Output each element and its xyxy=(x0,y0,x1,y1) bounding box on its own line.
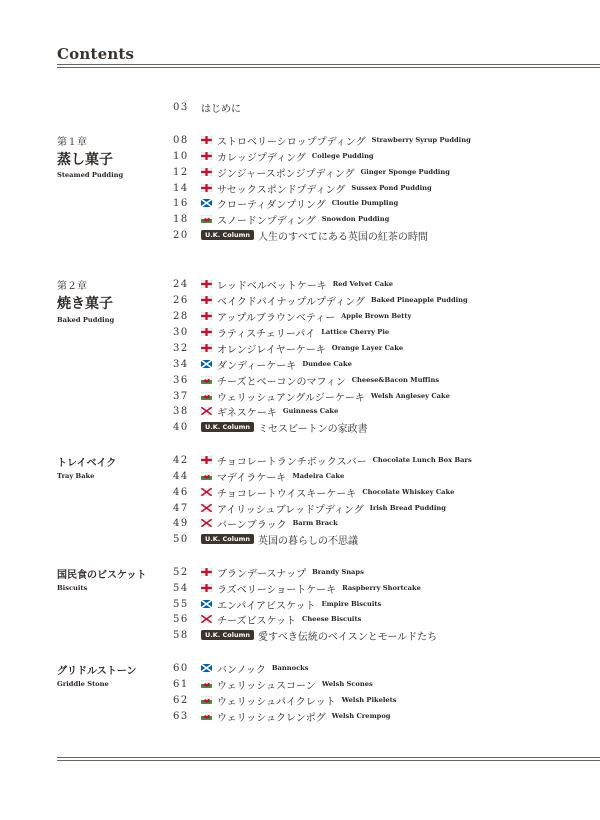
entry-english-title: Raspberry Shortcake xyxy=(342,584,421,592)
england-flag-icon xyxy=(201,584,217,592)
entry-title: マデイラケーキ xyxy=(217,472,287,484)
entry-english-title: Ginger Sponge Pudding xyxy=(360,168,450,176)
toc-entry[interactable] xyxy=(173,709,390,723)
chapter-english: Griddle Stone xyxy=(57,680,109,688)
page-number: 40 xyxy=(173,421,189,433)
toc-column-entry[interactable] xyxy=(173,628,437,642)
toc-entry[interactable] xyxy=(173,469,344,483)
page-number: 44 xyxy=(173,470,189,482)
scotland-flag-icon xyxy=(201,600,217,608)
toc-entry[interactable] xyxy=(173,516,338,530)
entry-english-title: Welsh Scones xyxy=(321,680,373,688)
england-flag-icon xyxy=(201,280,217,288)
entry-title: ミセスビートンの家政書 xyxy=(258,423,368,435)
chapter-english: Biscuits xyxy=(57,584,88,592)
toc-entry[interactable] xyxy=(173,501,446,515)
entry-english-title: Strawberry Syrup Pudding xyxy=(371,136,471,144)
saint-patrick-flag-icon xyxy=(201,615,217,623)
page-number: 03 xyxy=(173,101,189,113)
entry-title: オレンジレイヤーケーキ xyxy=(217,344,326,356)
entry-title: ベイクドパイナップルプディング xyxy=(217,296,365,308)
toc-entry[interactable] xyxy=(173,597,381,611)
page-number: 12 xyxy=(173,166,189,178)
toc-entry[interactable] xyxy=(173,404,338,418)
toc-entry[interactable] xyxy=(173,341,403,355)
page-number: 34 xyxy=(173,358,189,370)
page-number: 32 xyxy=(173,342,189,354)
entry-english-title: Lattice Cherry Pie xyxy=(321,328,390,336)
page-number: 50 xyxy=(173,533,189,545)
england-flag-icon xyxy=(201,456,217,464)
saint-patrick-flag-icon xyxy=(201,488,217,496)
wales-flag-icon xyxy=(201,472,217,480)
entry-english-title: Cloutie Dumpling xyxy=(331,199,399,207)
toc-entry[interactable] xyxy=(173,293,468,307)
page-number: 61 xyxy=(173,678,189,690)
entry-english-title: Welsh Crempog xyxy=(331,712,391,720)
entry-english-title: College Pudding xyxy=(311,152,374,160)
page-number: 24 xyxy=(173,278,189,290)
toc-entry[interactable] xyxy=(173,693,397,707)
entry-title: チョコレートランチボックスバー xyxy=(217,456,367,468)
entry-english-title: Cheese&Bacon Muffins xyxy=(351,376,440,384)
entry-title: スノードンプディング xyxy=(217,215,316,227)
entry-title: ラティスチェリーパイ xyxy=(217,328,316,340)
entry-title: 愛すべき伝統のベイスンとモールドたち xyxy=(258,631,438,643)
page-number: 37 xyxy=(173,390,189,402)
page-number: 28 xyxy=(173,310,189,322)
entry-english-title: Bannocks xyxy=(271,664,309,672)
england-flag-icon xyxy=(201,136,217,144)
page-number: 55 xyxy=(173,598,189,610)
toc-entry[interactable] xyxy=(173,485,454,499)
entry-title: クローティダンプリング xyxy=(217,199,326,211)
wales-flag-icon xyxy=(201,680,217,688)
chapter-english: Baked Pudding xyxy=(57,316,115,324)
page-number: 20 xyxy=(173,229,189,241)
toc-entry[interactable] xyxy=(173,149,374,163)
wales-flag-icon xyxy=(201,712,217,720)
toc-entry[interactable] xyxy=(173,453,472,467)
chapter-number: 第１章 xyxy=(57,137,87,148)
entry-title: 英国の暮らしの不思議 xyxy=(258,535,359,547)
chapter-name: トレイベイク xyxy=(57,458,117,469)
page-number: 46 xyxy=(173,486,189,498)
entry-title: チーズビスケット xyxy=(217,615,296,627)
toc-entry[interactable] xyxy=(173,325,389,339)
chapter-name: 国民食のビスケット xyxy=(57,570,147,581)
toc-entry[interactable] xyxy=(173,565,364,579)
entry-title: ブランデースナップ xyxy=(217,568,307,580)
saint-patrick-flag-icon xyxy=(201,407,217,415)
page-number: 49 xyxy=(173,517,189,529)
toc-entry[interactable] xyxy=(173,196,398,210)
page-number: 60 xyxy=(173,662,189,674)
england-flag-icon xyxy=(201,312,217,320)
england-flag-icon xyxy=(201,168,217,176)
entry-english-title: Welsh Anglesey Cake xyxy=(370,392,450,400)
entry-english-title: Brandy Snaps xyxy=(312,568,364,576)
toc-entry[interactable] xyxy=(173,133,471,147)
entry-english-title: Irish Bread Pudding xyxy=(369,504,446,512)
entry-title: ストロベリーシロッププディング xyxy=(217,136,366,148)
page-number: 58 xyxy=(173,629,189,641)
entry-english-title: Chocolate Lunch Box Bars xyxy=(372,456,472,464)
toc-entry[interactable] xyxy=(173,165,450,179)
wales-flag-icon xyxy=(201,696,217,704)
entry-english-title: Orange Layer Cake xyxy=(331,344,404,352)
england-flag-icon xyxy=(201,184,217,192)
toc-column-entry[interactable] xyxy=(173,420,368,434)
entry-title: サセックスポンドプディング xyxy=(217,184,346,196)
page-number: 42 xyxy=(173,454,189,466)
entry-title: アイリッシュブレッドプディング xyxy=(217,504,364,516)
entry-english-title: Sussex Pond Pudding xyxy=(351,184,432,192)
uk-column-badge: U.K. Column xyxy=(201,630,254,640)
entry-english-title: Chocolate Whiskey Cake xyxy=(362,488,455,496)
page-number: 52 xyxy=(173,566,189,578)
wales-flag-icon xyxy=(201,392,217,400)
chapter-name: 蒸し菓子 xyxy=(57,152,113,168)
page-number: 63 xyxy=(173,710,189,722)
entry-title: バンノック xyxy=(217,664,266,676)
toc-entry[interactable] xyxy=(173,677,373,691)
toc-entry[interactable] xyxy=(173,581,421,595)
scotland-flag-icon xyxy=(201,199,217,207)
page-number: 18 xyxy=(173,213,189,225)
entry-english-title: Welsh Pikelets xyxy=(341,696,397,704)
entry-english-title: Barm Brack xyxy=(292,519,338,527)
toc-column-entry[interactable] xyxy=(173,228,428,242)
entry-title: レッドベルベットケーキ xyxy=(217,280,327,292)
entry-title: 人生のすべてにある英国の紅茶の時間 xyxy=(258,231,428,243)
entry-english-title: Apple Brown Betty xyxy=(341,312,412,320)
page-number: 54 xyxy=(173,582,189,594)
entry-english-title: Guinness Cake xyxy=(282,407,339,415)
entry-english-title: Cheese Biscuits xyxy=(302,615,362,623)
entry-title: ジンジャースポンジプディング xyxy=(217,168,355,180)
entry-title: ウェリッシュアングルジーケーキ xyxy=(217,392,365,404)
toc-entry[interactable] xyxy=(173,309,411,323)
wales-flag-icon xyxy=(201,215,217,223)
england-flag-icon xyxy=(201,328,217,336)
entry-title: チョコレートウイスキーケーキ xyxy=(217,488,357,500)
page-number: 62 xyxy=(173,694,189,706)
page-number: 08 xyxy=(173,134,189,146)
entry-title: ラズベリーショートケーキ xyxy=(217,584,337,596)
footer-rule xyxy=(57,757,600,758)
england-flag-icon xyxy=(201,152,217,160)
entry-title: バーンブラック xyxy=(217,519,287,531)
page-number: 47 xyxy=(173,502,189,514)
england-flag-icon xyxy=(201,344,217,352)
toc-entry[interactable] xyxy=(173,277,393,291)
entry-title: エンパイアビスケット xyxy=(217,600,316,612)
entry-title: ウェリッシュクレンポグ xyxy=(217,712,326,724)
saint-patrick-flag-icon xyxy=(201,519,217,527)
page-number: 56 xyxy=(173,613,189,625)
footer-rule xyxy=(57,760,600,761)
entry-title: カレッジプディング xyxy=(217,152,306,164)
chapter-name: 焼き菓子 xyxy=(57,296,113,312)
wales-flag-icon xyxy=(201,376,217,384)
entry-english-title: Empire Biscuits xyxy=(321,600,382,608)
entry-title: アップルブラウンベティー xyxy=(217,312,336,324)
page-number: 30 xyxy=(173,326,189,338)
toc-column-entry[interactable] xyxy=(173,532,358,546)
chapter-number: 第２章 xyxy=(57,281,87,292)
page-title: Contents xyxy=(57,45,135,63)
england-flag-icon xyxy=(201,296,217,304)
entry-title: チーズとベーコンのマフィン xyxy=(217,376,346,388)
entry-english-title: Baked Pineapple Pudding xyxy=(371,296,468,304)
entry-english-title: Dundee Cake xyxy=(302,360,352,368)
toc-entry[interactable] xyxy=(173,357,352,371)
toc-entry[interactable] xyxy=(173,389,450,403)
entry-title: ウェリッシュパイクレット xyxy=(217,696,336,708)
chapter-name: グリドルストーン xyxy=(57,666,137,677)
page-number: 14 xyxy=(173,182,189,194)
page-number: 10 xyxy=(173,150,189,162)
uk-column-badge: U.K. Column xyxy=(201,534,254,544)
toc-entry[interactable] xyxy=(173,661,309,675)
saint-patrick-flag-icon xyxy=(201,504,217,512)
header-rule xyxy=(57,64,600,65)
toc-entry[interactable] xyxy=(173,612,361,626)
page-number: 36 xyxy=(173,374,189,386)
england-flag-icon xyxy=(201,568,217,576)
toc-intro[interactable] xyxy=(173,100,241,114)
chapter-english: Steamed Pudding xyxy=(57,171,124,179)
page-number: 16 xyxy=(173,197,189,209)
toc-entry[interactable] xyxy=(173,212,389,226)
entry-title: ギネスケーキ xyxy=(217,407,277,419)
scotland-flag-icon xyxy=(201,664,217,672)
page-number: 38 xyxy=(173,405,189,417)
entry-english-title: Red Velvet Cake xyxy=(332,280,393,288)
uk-column-badge: U.K. Column xyxy=(201,422,254,432)
entry-title: ダンディーケーキ xyxy=(217,360,297,372)
entry-title: はじめに xyxy=(201,103,241,115)
scotland-flag-icon xyxy=(201,360,217,368)
entry-title: ウェリッシュスコーン xyxy=(217,680,316,692)
entry-english-title: Madeira Cake xyxy=(292,472,345,480)
page-number: 26 xyxy=(173,294,189,306)
toc-entry[interactable] xyxy=(173,181,432,195)
entry-english-title: Snowdon Pudding xyxy=(321,215,390,223)
chapter-english: Tray Bake xyxy=(57,472,95,480)
uk-column-badge: U.K. Column xyxy=(201,230,254,240)
toc-entry[interactable] xyxy=(173,373,439,387)
header-rule xyxy=(57,67,600,68)
